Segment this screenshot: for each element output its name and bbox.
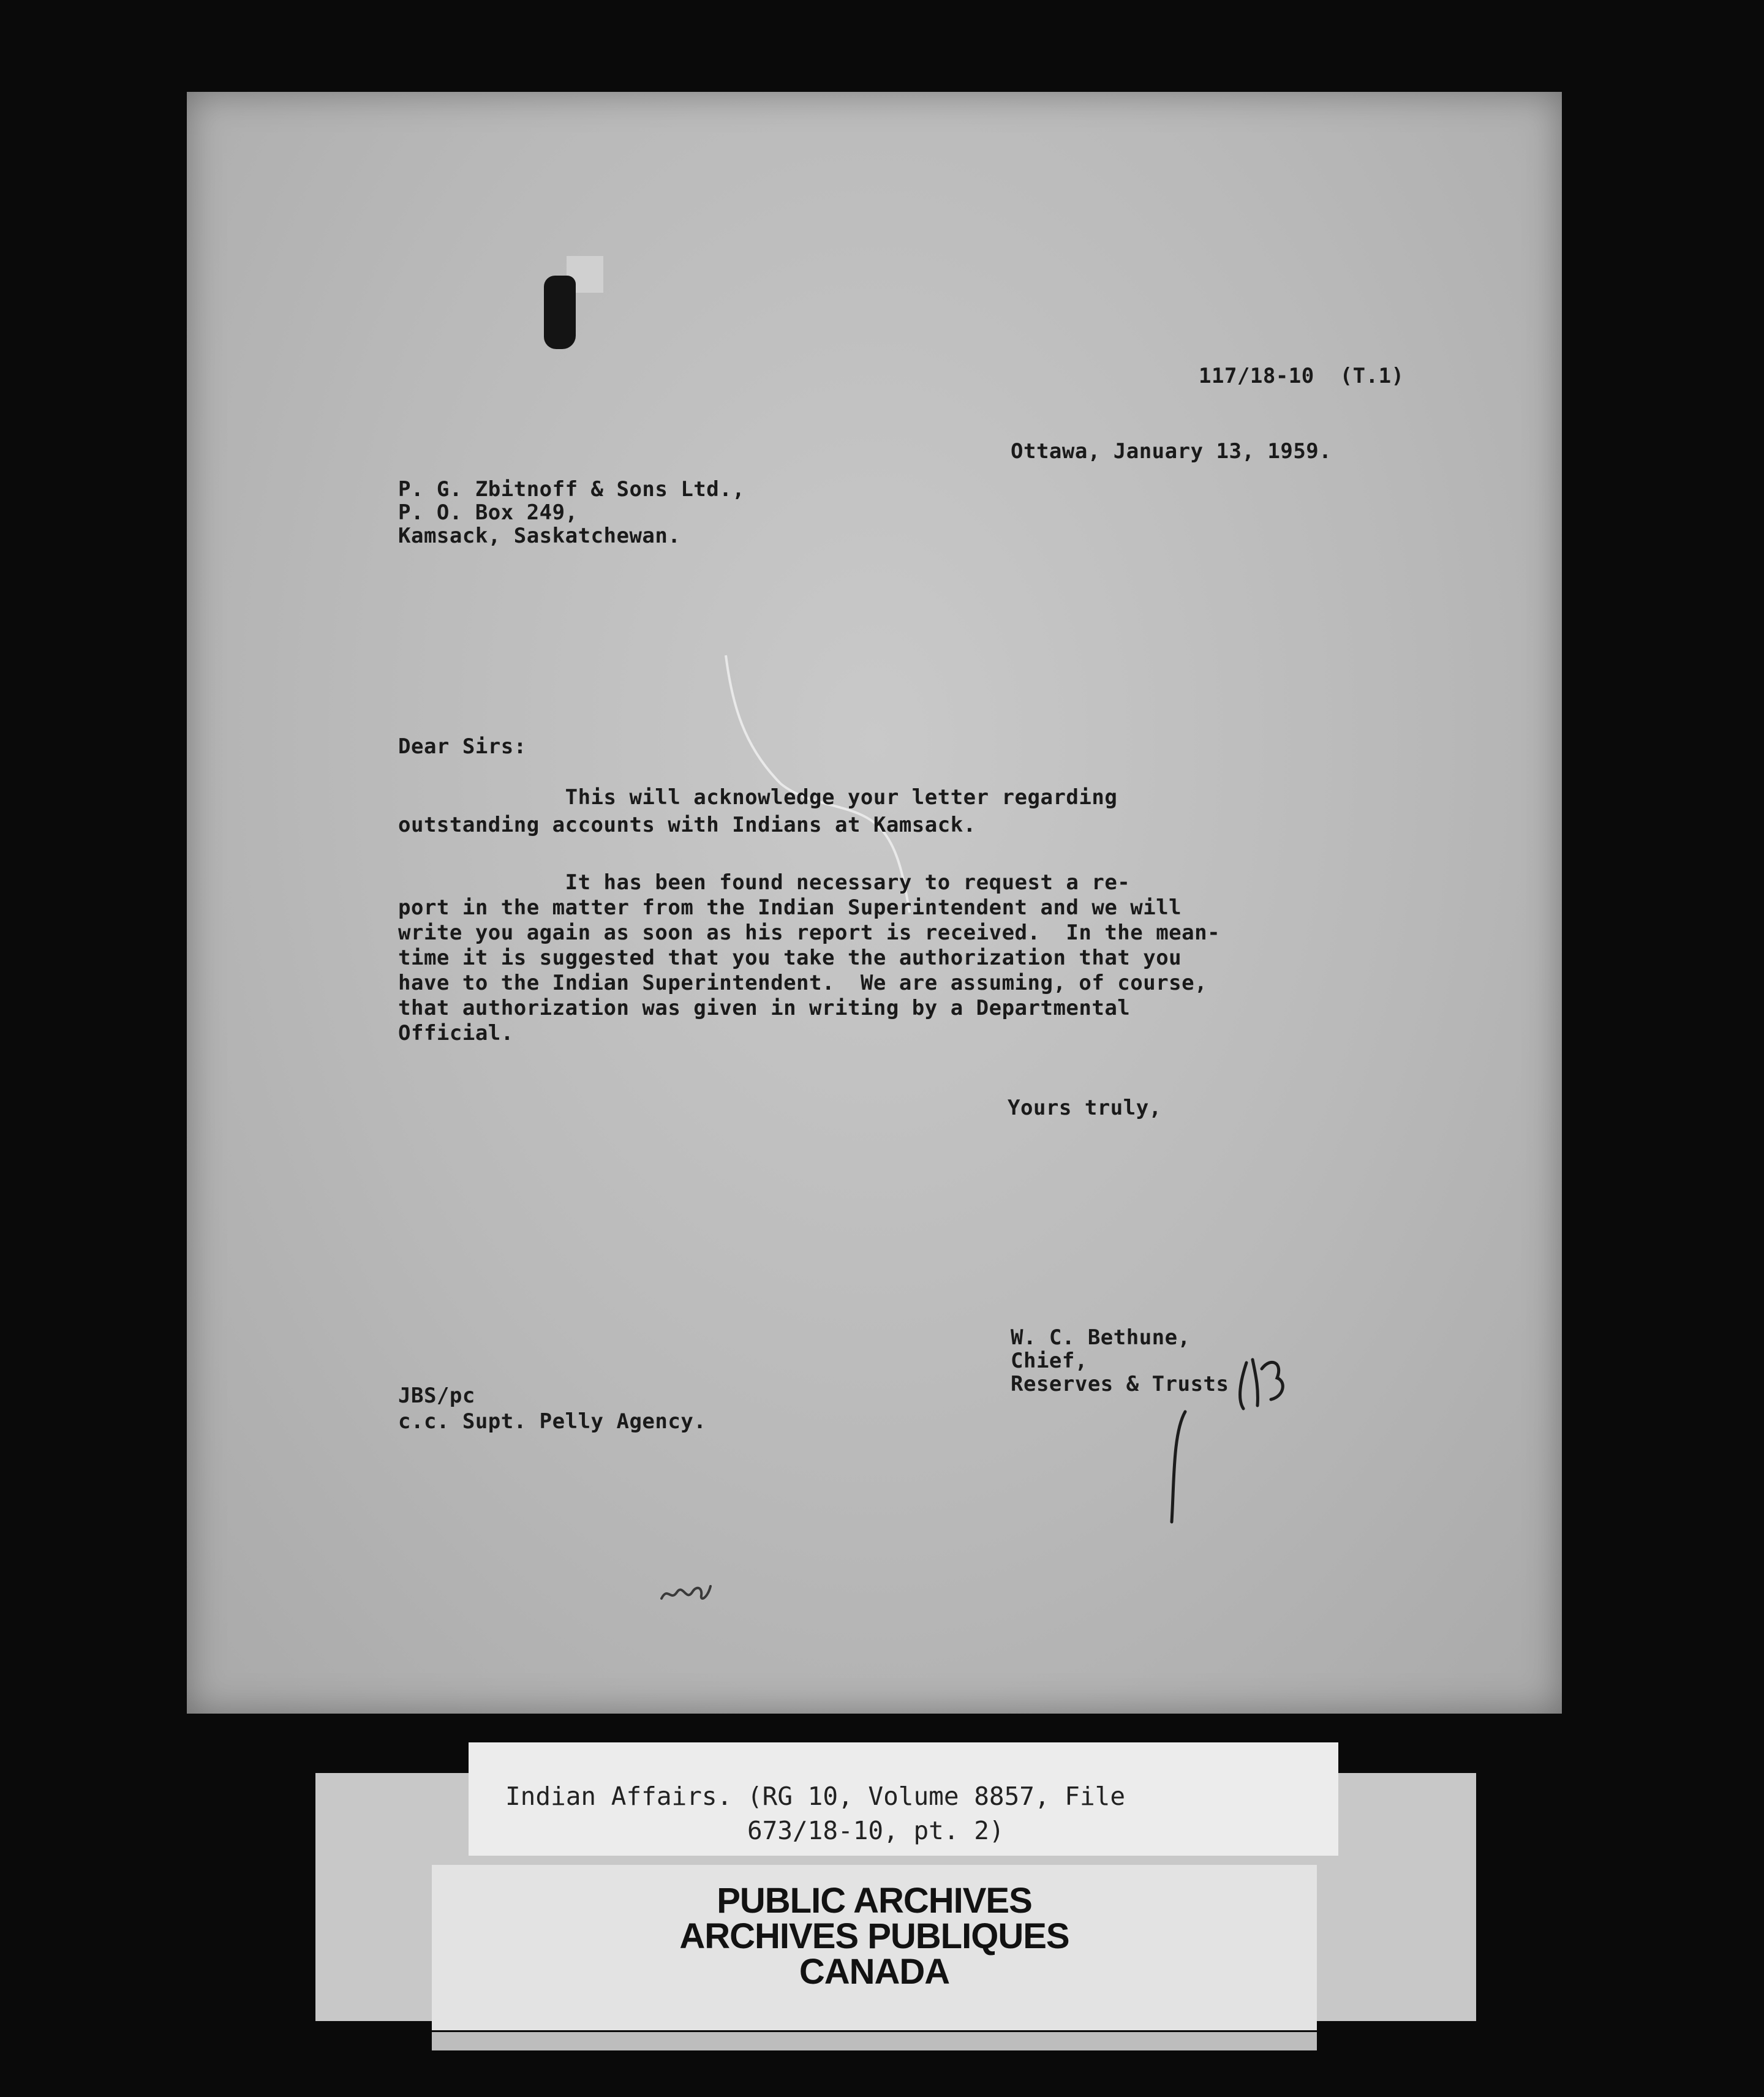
handwritten-initials (1228, 1350, 1295, 1418)
paragraph-line: time it is suggested that you take the authorization that you (398, 946, 1182, 970)
archives-stamp (432, 1883, 1317, 1990)
caption-card (469, 1742, 1338, 1856)
caption-line-1: Indian Affairs. (RG 10, Volume 8857, File (505, 1782, 1126, 1811)
archives-stamp-card (432, 1865, 1317, 2030)
typist-initials: JBS/pc (398, 1384, 475, 1408)
date-line: Ottawa, January 13, 1959. (1011, 439, 1332, 464)
paragraph-line: port in the matter from the Indian Superintendent and we will (398, 895, 1182, 920)
signature-line: Chief, (1011, 1349, 1088, 1373)
paragraph-line: It has been found necessary to request a re- (398, 870, 1131, 895)
signature-line: Reserves & Trusts (1011, 1372, 1229, 1396)
caption-line-2: 673/18-10, pt. 2) (505, 1816, 1005, 1845)
address-line: P. O. Box 249, (398, 500, 578, 525)
stamp-line-3: CANADA (799, 1952, 950, 1992)
stamp-line-2: ARCHIVES PUBLIQUES (679, 1916, 1069, 1956)
paragraph-line: have to the Indian Superintendent. We are assuming, of course, (398, 971, 1208, 995)
signature-mark (1167, 1409, 1191, 1525)
paragraph-line: write you again as soon as his report is received. In the mean- (398, 920, 1221, 945)
paragraph-line: This will acknowledge your letter regarding (398, 785, 1118, 810)
paragraph-line: Official. (398, 1021, 514, 1045)
stamp-line-1: PUBLIC ARCHIVES (717, 1881, 1032, 1921)
handwritten-scribble (658, 1574, 714, 1611)
closing: Yours truly, (1008, 1096, 1162, 1120)
carbon-copy: c.c. Supt. Pelly Agency. (398, 1409, 707, 1434)
signature-line: W. C. Bethune, (1011, 1325, 1191, 1350)
letter-sheet (187, 92, 1562, 1714)
caption-text (505, 1779, 1125, 1848)
salutation: Dear Sirs: (398, 734, 527, 759)
address-line: P. G. Zbitnoff & Sons Ltd., (398, 477, 745, 502)
address-line: Kamsack, Saskatchewan. (398, 524, 681, 548)
paragraph-line: that authorization was given in writing by a Departmental (398, 996, 1131, 1020)
ink-blot (544, 276, 576, 349)
card-edge (432, 2032, 1317, 2050)
file-reference: 117/18-10 (T.1) (1199, 364, 1404, 388)
paragraph-line: outstanding accounts with Indians at Kamsack. (398, 813, 976, 837)
